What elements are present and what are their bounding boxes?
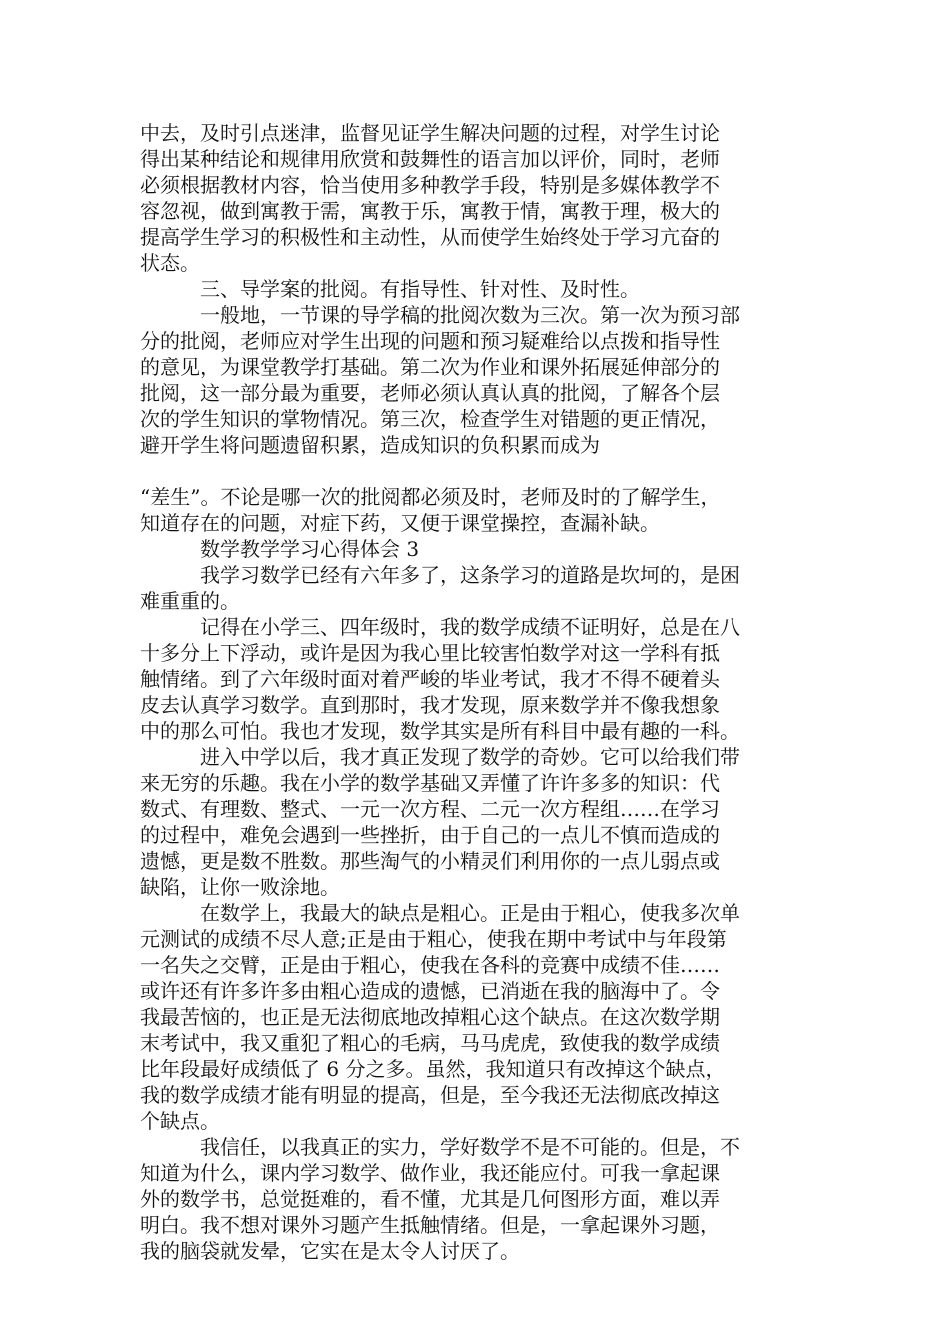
text-line: 记得在小学三、四年级时，我的数学成绩不证明好，总是在八	[200, 615, 740, 639]
text-line: 十多分上下浮动，或许是因为我心里比较害怕数学对这一学科有抵	[140, 641, 720, 665]
text-line: 比年段最好成绩低了 6 分之多。虽然，我知道只有改掉这个缺点，	[140, 1057, 726, 1081]
text-line: 个缺点。	[140, 1109, 220, 1133]
text-line: 末考试中，我又重犯了粗心的毛病，马马虎虎，致使我的数学成绩	[140, 1031, 720, 1055]
text-line: 进入中学以后，我才真正发现了数学的奇妙。它可以给我们带	[200, 745, 740, 769]
text-line: 提高学生学习的积极性和主动性，从而使学生始终处于学习亢奋的	[140, 225, 720, 249]
text-line: 来无穷的乐趣。我在小学的数学基础又弄懂了许许多多的知识：代	[140, 771, 720, 795]
text-line: 容忽视，做到寓教于需，寓教于乐，寓教于情，寓教于理，极大的	[140, 199, 720, 223]
text-line: 数式、有理数、整式、一元一次方程、二元一次方程组……在学习	[140, 797, 720, 821]
text-line: 分的批阅，老师应对学生出现的问题和预习疑难给以点拨和指导性	[140, 329, 720, 353]
text-line: 知道为什么，课内学习数学、做作业，我还能应付。可我一拿起课	[140, 1161, 720, 1185]
text-line: 缺陷，让你一败涂地。	[140, 875, 340, 899]
blank-line	[140, 458, 830, 484]
text-line: 我信任，以我真正的实力，学好数学不是不可能的。但是，不	[200, 1135, 740, 1159]
text-line: 元测试的成绩不尽人意;正是由于粗心，使我在期中考试中与年段第	[140, 927, 727, 951]
text-line: 必须根据教材内容，恰当使用多种教学手段，特别是多媒体教学不	[140, 173, 720, 197]
document-body	[140, 120, 830, 1264]
text-line: 触情绪。到了六年级时面对着严峻的毕业考试，我才不得不硬着头	[140, 667, 720, 691]
text-line: 避开学生将问题遗留积累，造成知识的负积累而成为	[140, 433, 600, 457]
text-line: 的意见，为课堂教学打基础。第二次为作业和课外拓展延伸部分的	[140, 355, 720, 379]
text-line: 我的数学成绩才能有明显的提高，但是，至今我还无法彻底改掉这	[140, 1083, 720, 1107]
text-line: 皮去认真学习数学。直到那时，我才发现，原来数学并不像我想象	[140, 693, 720, 717]
text-line: 遗憾，更是数不胜数。那些淘气的小精灵们利用你的一点儿弱点或	[140, 849, 720, 873]
text-line: 中的那么可怕。我也才发现，数学其实是所有科目中最有趣的一科。	[140, 719, 740, 743]
text-line: 一般地，一节课的导学稿的批阅次数为三次。第一次为预习部	[200, 303, 740, 327]
article-title: 数学教学学习心得体会 3	[200, 537, 420, 561]
text-line: 状态。	[140, 251, 200, 275]
text-line: 得出某种结论和规律用欣赏和鼓舞性的语言加以评价，同时，老师	[140, 147, 720, 171]
text-line: 中去，及时引点迷津，监督见证学生解决问题的过程，对学生讨论	[140, 121, 720, 145]
text-line: 我的脑袋就发晕，它实在是太令人讨厌了。	[140, 1239, 520, 1263]
text-line: 我学习数学已经有六年多了，这条学习的道路是坎坷的，是困	[200, 563, 740, 587]
section-heading: 三、导学案的批阅。有指导性、针对性、及时性。	[200, 277, 640, 301]
text-line: “差生”。不论是哪一次的批阅都必须及时，老师及时的了解学生，	[140, 485, 721, 509]
text-line: 次的学生知识的掌物情况。第三次，检查学生对错题的更正情况，	[140, 407, 720, 431]
text-line: 或许还有许多许多由粗心造成的遗憾，已消逝在我的脑海中了。令	[140, 979, 720, 1003]
text-line: 批阅，这一部分最为重要，老师必须认真认真的批阅，了解各个层	[140, 381, 720, 405]
text-line: 我最苦恼的，也正是无法彻底地改掉粗心这个缺点。在这次数学期	[140, 1005, 720, 1029]
text-line: 在数学上，我最大的缺点是粗心。正是由于粗心，使我多次单	[200, 901, 740, 925]
text-line: 明白。我不想对课外习题产生抵触情绪。但是，一拿起课外习题，	[140, 1213, 720, 1237]
text-line: 的过程中，难免会遇到一些挫折，由于自己的一点儿不慎而造成的	[140, 823, 720, 847]
text-line: 一名失之交臂，正是由于粗心，使我在各科的竞赛中成绩不佳……	[140, 953, 720, 977]
text-line: 知道存在的问题，对症下药，又便于课堂操控，查漏补缺。	[140, 511, 660, 535]
text-line: 外的数学书，总觉挺难的，看不懂，尤其是几何图形方面，难以弄	[140, 1187, 720, 1211]
text-line: 难重重的。	[140, 589, 240, 613]
